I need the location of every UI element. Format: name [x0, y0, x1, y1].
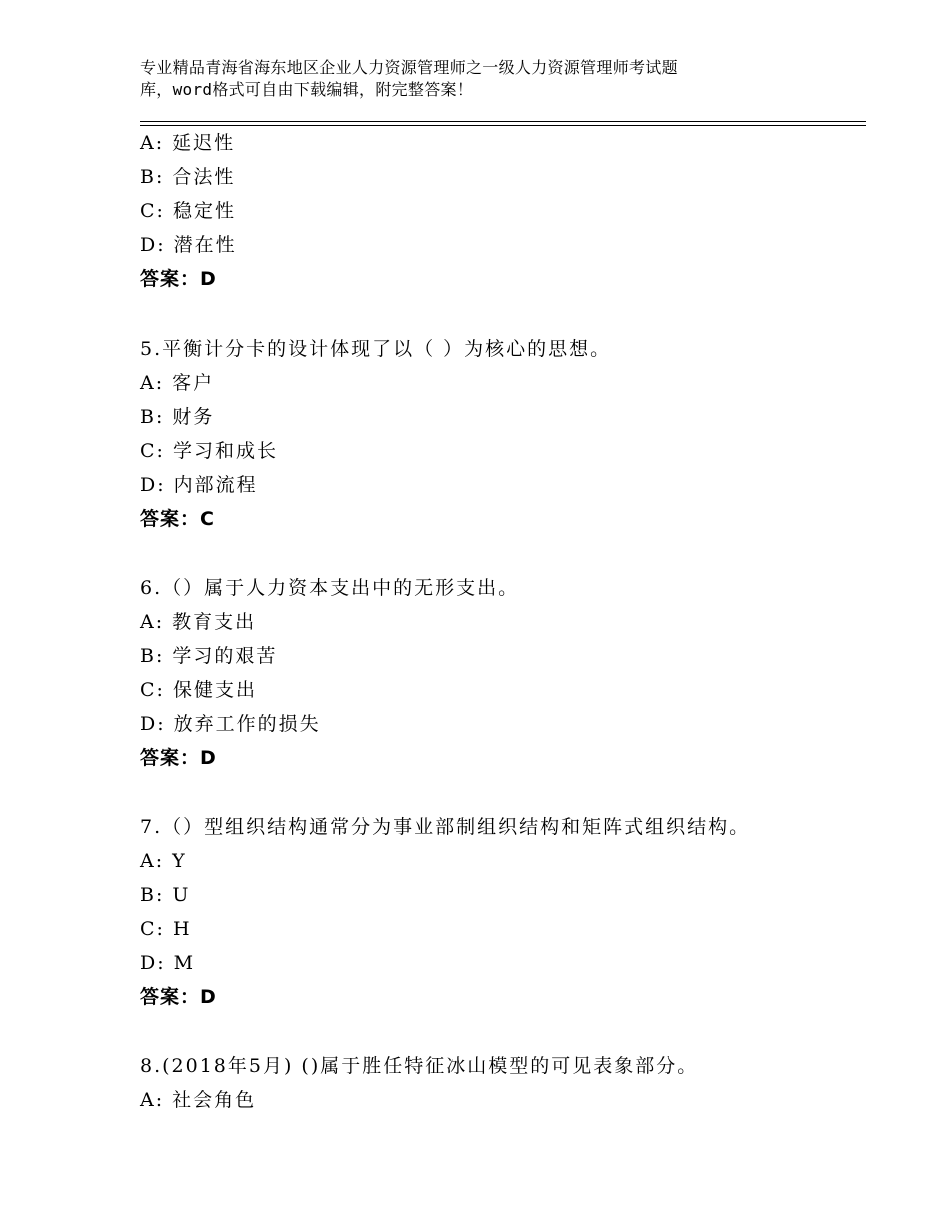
q7-answer: 答案：D [140, 986, 217, 1008]
q4-option-d: D: 潜在性 [140, 234, 237, 256]
q5-option-b: B: 财务 [140, 406, 215, 428]
header-divider-bottom [140, 125, 866, 126]
header-title-line-1: 专业精品青海省海东地区企业人力资源管理师之一级人力资源管理师考试题 [140, 58, 678, 77]
q7-option-c: C: H [140, 918, 192, 940]
q6-answer: 答案：D [140, 747, 217, 769]
q5-question: 5.平衡计分卡的设计体现了以（ ）为核心的思想。 [140, 338, 612, 360]
q5-answer: 答案：C [140, 508, 215, 530]
q6-option-c: C: 保健支出 [140, 679, 257, 701]
q6-option-d: D: 放弃工作的损失 [140, 713, 321, 735]
q4-answer: 答案：D [140, 268, 217, 290]
q5-option-c: C: 学习和成长 [140, 440, 278, 462]
q6-question: 6.（）属于人力资本支出中的无形支出。 [140, 577, 520, 599]
q7-option-d: D: M [140, 952, 196, 974]
q6-option-b: B: 学习的艰苦 [140, 645, 278, 667]
q4-option-a: A: 延迟性 [140, 132, 236, 154]
q8-option-a: A: 社会角色 [140, 1089, 257, 1111]
q8-question: 8.(2018年5月) ()属于胜任特征冰山模型的可见表象部分。 [140, 1055, 699, 1077]
q4-option-b: B: 合法性 [140, 166, 236, 188]
q7-question: 7.（）型组织结构通常分为事业部制组织结构和矩阵式组织结构。 [140, 816, 751, 838]
q4-option-c: C: 稳定性 [140, 200, 236, 222]
header-divider-top [140, 121, 866, 122]
q6-option-a: A: 教育支出 [140, 611, 257, 633]
header-title-line-2: 库，word格式可自由下载编辑，附完整答案！ [140, 80, 474, 99]
q7-option-b: B: U [140, 884, 191, 906]
q5-option-d: D: 内部流程 [140, 474, 258, 496]
document-header [140, 57, 780, 101]
q5-option-a: A: 客户 [140, 372, 215, 394]
q7-option-a: A: Y [140, 850, 187, 872]
